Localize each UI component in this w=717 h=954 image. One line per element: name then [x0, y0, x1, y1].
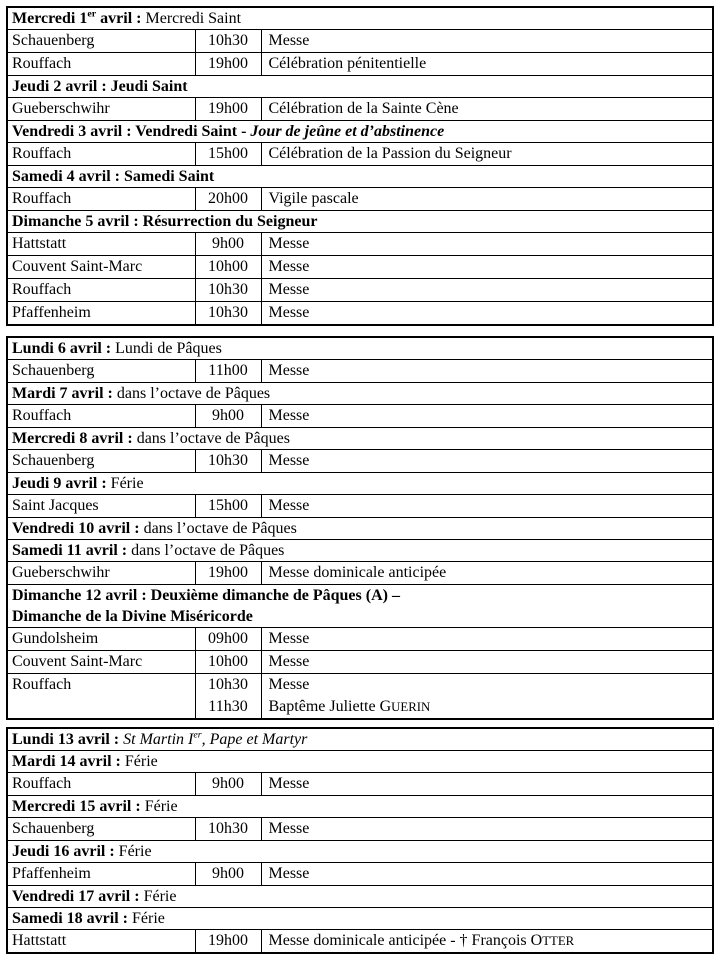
- day-header-cell: [7, 337, 713, 360]
- time-cell: [195, 863, 261, 886]
- description-cell: [261, 279, 713, 302]
- day-header-row: [7, 796, 713, 818]
- location-cell: Rouffach: [7, 674, 195, 720]
- description-cell: [261, 30, 713, 53]
- description-value: [269, 674, 713, 696]
- text-part: Mardi 7 avril :: [12, 385, 117, 402]
- event-row: [7, 773, 713, 796]
- time-value: 10h30: [208, 820, 248, 837]
- text-part: Célébration pénitentielle: [268, 55, 427, 72]
- event-row: [7, 188, 713, 211]
- time-value: 15h00: [208, 145, 248, 162]
- time-cell: [195, 818, 261, 841]
- day-header-cell: [7, 76, 713, 98]
- time-cell: [195, 53, 261, 76]
- time-cell: [195, 188, 261, 211]
- description-value: [269, 30, 713, 52]
- text-part: Vendredi 17 avril :: [12, 888, 144, 905]
- time-value: 10h30: [208, 676, 248, 693]
- description-cell: [261, 674, 713, 720]
- event-row: [7, 450, 713, 473]
- day-header-cell: [7, 211, 713, 233]
- day-header-row: [7, 728, 713, 751]
- time-cell: [195, 628, 261, 651]
- text-part: er: [193, 729, 202, 741]
- day-header-row: [7, 540, 713, 562]
- text-part: dans l’octave de Pâques: [136, 430, 290, 447]
- text-part: TTER: [542, 934, 575, 948]
- description-cell: [261, 863, 713, 886]
- text-part: Férie: [144, 798, 178, 815]
- description-value: [269, 53, 713, 75]
- text-part: Samedi 4 avril : Samedi Saint: [12, 168, 215, 185]
- schedule-table-2: [6, 336, 714, 720]
- day-header-cell: [7, 796, 713, 818]
- time-cell: [195, 360, 261, 383]
- description-value: [269, 98, 713, 120]
- description-cell: [261, 651, 713, 674]
- text-part: Mercredi 8 avril :: [12, 430, 137, 447]
- day-header-cell: [7, 166, 713, 188]
- day-header-row: [7, 7, 713, 30]
- description-cell: [261, 233, 713, 256]
- text-part: Jeudi 16 avril :: [12, 843, 119, 860]
- text-part: Férie: [118, 843, 152, 860]
- schedule-table-1: [6, 6, 714, 326]
- time-value: 10h00: [208, 653, 248, 670]
- text-part: Mercredi Saint: [145, 10, 242, 27]
- description-value: [269, 360, 713, 382]
- text-part: dans l’octave de Pâques: [131, 542, 285, 559]
- day-header-cell: [7, 428, 713, 450]
- description-cell: [261, 930, 713, 954]
- time-cell: [195, 930, 261, 954]
- location-cell: Schauenberg: [7, 450, 195, 473]
- text-part: Jeudi 2 avril : Jeudi Saint: [12, 78, 188, 95]
- text-part: Samedi 11 avril :: [12, 542, 132, 559]
- event-row: [7, 628, 713, 651]
- location-cell: Couvent Saint-Marc: [7, 256, 195, 279]
- text-part: Messe: [268, 407, 310, 424]
- location-cell: Couvent Saint-Marc: [7, 651, 195, 674]
- text-part: Messe: [268, 235, 310, 252]
- time-cell: [195, 405, 261, 428]
- description-cell: [261, 562, 713, 585]
- text-part: Mardi 14 avril :: [12, 753, 125, 770]
- description-value: [269, 696, 713, 718]
- day-header-cell: [7, 540, 713, 562]
- event-row: [7, 360, 713, 383]
- time-cell: [195, 233, 261, 256]
- text-part: Messe dominicale anticipée: [268, 564, 447, 581]
- description-cell: [261, 256, 713, 279]
- description-value: [269, 188, 713, 210]
- time-cell: [195, 98, 261, 121]
- location-cell: Gundolsheim: [7, 628, 195, 651]
- text-part: Dimanche de la Divine Miséricorde: [12, 608, 253, 625]
- day-header-row: [7, 121, 713, 143]
- day-header-cell: [7, 473, 713, 495]
- description-cell: [261, 143, 713, 166]
- event-row: [7, 818, 713, 841]
- text-part: Messe: [268, 865, 310, 882]
- event-row: [7, 302, 713, 326]
- description-value: [269, 773, 713, 795]
- day-header-row: [7, 383, 713, 405]
- text-part: Férie: [132, 910, 165, 927]
- event-row: [7, 98, 713, 121]
- day-header-cell: [7, 121, 713, 143]
- time-cell: [195, 495, 261, 518]
- text-part: Férie: [110, 475, 144, 492]
- text-part: Vendredi 3 avril : Vendredi Saint -: [12, 123, 251, 140]
- text-part: avril :: [96, 10, 146, 27]
- text-part: Dimanche 5 avril : Résurrection du Seigneur: [12, 213, 318, 230]
- time-value: 11h30: [208, 698, 248, 715]
- text-part: Messe: [268, 497, 310, 514]
- description-value: [269, 233, 713, 255]
- location-cell: Pfaffenheim: [7, 302, 195, 326]
- text-part: Messe: [268, 775, 310, 792]
- event-row: [7, 279, 713, 302]
- description-value: [269, 818, 713, 840]
- text-part: Célébration de la Sainte Cène: [268, 100, 459, 117]
- text-part: Lundi 6 avril :: [12, 340, 116, 357]
- text-part: Messe: [268, 452, 310, 469]
- text-part: Férie: [124, 753, 158, 770]
- day-header-cell: [7, 841, 713, 863]
- event-row: [7, 674, 713, 720]
- text-part: Messe: [268, 820, 310, 837]
- day-header-row: [7, 428, 713, 450]
- description-cell: [261, 188, 713, 211]
- time-value: 10h30: [208, 304, 248, 321]
- day-header-cell: [7, 383, 713, 405]
- event-row: [7, 233, 713, 256]
- time-value: 20h00: [208, 190, 248, 207]
- time-value: 9h00: [212, 407, 244, 424]
- day-header-row: [7, 886, 713, 908]
- description-cell: [261, 53, 713, 76]
- day-header-row: [7, 166, 713, 188]
- description-value: [269, 562, 713, 584]
- time-cell: [195, 279, 261, 302]
- event-row: [7, 30, 713, 53]
- text-part: Jeudi 9 avril :: [12, 475, 111, 492]
- time-cell: [195, 651, 261, 674]
- time-value: 9h00: [212, 775, 244, 792]
- day-header-row: [7, 841, 713, 863]
- time-value: 10h30: [208, 452, 248, 469]
- time-cell: [195, 256, 261, 279]
- location-cell: Gueberschwihr: [7, 562, 195, 585]
- text-part: Messe dominicale anticipée - † François O: [268, 932, 543, 949]
- description-cell: [261, 98, 713, 121]
- time-cell: [195, 450, 261, 473]
- text-part: dans l’octave de Pâques: [116, 385, 271, 402]
- text-part: Messe: [268, 630, 310, 647]
- text-part: er: [87, 8, 97, 20]
- event-row: [7, 863, 713, 886]
- text-part: Dimanche 12 avril : Deuxième dimanche de Pâques (A) –: [12, 587, 400, 604]
- text-part: St Martin I: [123, 731, 194, 748]
- event-row: [7, 651, 713, 674]
- description-cell: [261, 628, 713, 651]
- day-header-row: [7, 337, 713, 360]
- text-part: Samedi 18 avril :: [12, 910, 132, 927]
- description-cell: [261, 302, 713, 326]
- text-part: Messe: [268, 281, 310, 298]
- text-part: Messe: [268, 32, 310, 49]
- event-row: [7, 405, 713, 428]
- text-part: Mercredi 15 avril :: [12, 798, 145, 815]
- location-cell: Saint Jacques: [7, 495, 195, 518]
- day-header-row: [7, 76, 713, 98]
- day-header-cell: [7, 518, 713, 540]
- location-cell: Pfaffenheim: [7, 863, 195, 886]
- description-value: [269, 256, 713, 278]
- location-cell: Rouffach: [7, 773, 195, 796]
- text-part: Messe: [268, 304, 310, 321]
- description-cell: [261, 360, 713, 383]
- text-part: Messe: [268, 676, 310, 693]
- time-cell: [195, 562, 261, 585]
- time-cell: [195, 302, 261, 326]
- day-header-cell: [7, 7, 713, 30]
- location-cell: Hattstatt: [7, 233, 195, 256]
- time-cell: [195, 143, 261, 166]
- time-value: 9h00: [212, 865, 244, 882]
- schedule-table-3: [6, 727, 714, 954]
- location-cell: Schauenberg: [7, 818, 195, 841]
- location-cell: Schauenberg: [7, 30, 195, 53]
- text-part: Vendredi 10 avril :: [12, 520, 144, 537]
- day-header-row: [7, 908, 713, 930]
- event-row: [7, 495, 713, 518]
- description-value: [269, 143, 713, 165]
- text-part: UERIN: [391, 700, 431, 714]
- event-row: [7, 930, 713, 954]
- day-header-cell: [7, 886, 713, 908]
- day-header-cell: [7, 728, 713, 751]
- schedule-table-3-body: [7, 728, 713, 953]
- description-cell: [261, 450, 713, 473]
- location-cell: Rouffach: [7, 53, 195, 76]
- time-value: 19h00: [208, 100, 248, 117]
- description-value: [269, 405, 713, 427]
- time-value: 11h00: [208, 362, 248, 379]
- event-row: [7, 562, 713, 585]
- text-part: Lundi 13 avril :: [12, 731, 124, 748]
- time-value: 10h30: [208, 32, 248, 49]
- text-part: Vigile pascale: [268, 190, 359, 207]
- day-header-cell: [7, 585, 713, 628]
- description-value: [269, 279, 713, 301]
- day-header-row: [7, 585, 713, 628]
- day-header-cell: [7, 908, 713, 930]
- text-part: Férie: [143, 888, 177, 905]
- location-cell: Rouffach: [7, 188, 195, 211]
- day-header-row: [7, 211, 713, 233]
- text-part: Mercredi 1: [12, 10, 88, 27]
- schedule-table-1-body: [7, 7, 713, 325]
- description-cell: [261, 818, 713, 841]
- text-part: Célébration de la Passion du Seigneur: [268, 145, 512, 162]
- description-value: [269, 495, 713, 517]
- time-value: 10h00: [208, 258, 248, 275]
- description-value: [269, 450, 713, 472]
- event-row: [7, 53, 713, 76]
- event-row: [7, 143, 713, 166]
- time-cell: [195, 30, 261, 53]
- time-value: 10h30: [208, 281, 248, 298]
- location-cell: Hattstatt: [7, 930, 195, 954]
- time-value: 15h00: [208, 497, 248, 514]
- description-cell: [261, 495, 713, 518]
- time-value: 19h00: [208, 932, 248, 949]
- text-part: Messe: [268, 258, 310, 275]
- location-cell: Rouffach: [7, 405, 195, 428]
- location-cell: Schauenberg: [7, 360, 195, 383]
- text-part: dans l’octave de Pâques: [143, 520, 297, 537]
- location-cell: Gueberschwihr: [7, 98, 195, 121]
- time-cell: [195, 773, 261, 796]
- text-part: Jour de jeûne et d’abstinence: [250, 123, 445, 140]
- text-part: Baptême Juliette G: [268, 698, 392, 715]
- text-part: Lundi de Pâques: [115, 340, 222, 357]
- time-value: 19h00: [208, 564, 248, 581]
- text-part: Messe: [268, 362, 310, 379]
- description-value: [269, 930, 713, 952]
- description-value: [269, 302, 713, 324]
- text-part: Messe: [268, 653, 310, 670]
- description-cell: [261, 773, 713, 796]
- day-header-cell: [7, 751, 713, 773]
- description-value: [269, 863, 713, 885]
- text-part: , Pape et Martyr: [201, 731, 308, 748]
- description-value: [269, 628, 713, 650]
- time-value: 9h00: [212, 235, 244, 252]
- location-cell: Rouffach: [7, 143, 195, 166]
- schedule-table-2-body: [7, 337, 713, 719]
- time-value: 09h00: [208, 630, 248, 647]
- event-row: [7, 256, 713, 279]
- location-cell: Rouffach: [7, 279, 195, 302]
- description-cell: [261, 405, 713, 428]
- time-cell: [195, 674, 261, 720]
- description-value: [269, 651, 713, 673]
- day-header-row: [7, 473, 713, 495]
- day-header-row: [7, 751, 713, 773]
- day-header-row: [7, 518, 713, 540]
- time-value: 19h00: [208, 55, 248, 72]
